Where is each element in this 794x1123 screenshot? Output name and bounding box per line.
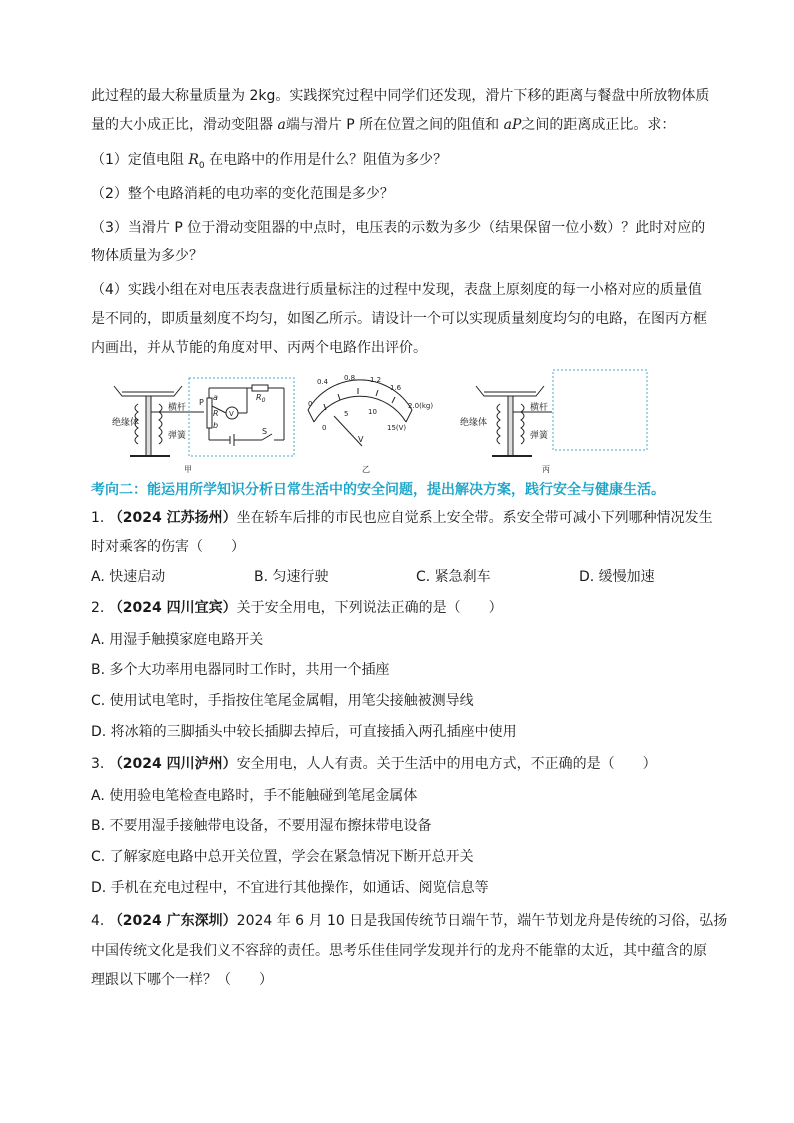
scale-apparatus-bing (476, 386, 552, 456)
scale-top-end: 2.0(kg) (408, 402, 434, 410)
scale-top-0: 0.4 (317, 378, 329, 386)
label-yi: 乙 (362, 465, 370, 474)
item-1-option-b: B. 匀速行驶 (254, 569, 329, 585)
circuit-figure (112, 368, 672, 476)
label-a: a (213, 393, 218, 402)
scale-bottom-0: 0 (322, 424, 327, 432)
spring-label: 弹簧 (168, 431, 187, 441)
scale-bottom-1: 5 (344, 410, 349, 418)
scale-bottom-2: 10 (368, 408, 377, 416)
label-R0: $R_0$ (256, 393, 266, 404)
circuit-box-jia (189, 378, 294, 456)
scale-top-zero: 0 (308, 400, 313, 408)
label-P: P (199, 398, 204, 407)
scale-top-1: 0.8 (344, 374, 356, 382)
item-4-stem-line-2: 中国传统文化是我们义不容辞的责任。思考乐佳佳同学发现并行的龙舟不能靠的太近，其中蕴含的原 (91, 943, 707, 959)
item-2-option-d: D. 将冰箱的三脚插头中较长插脚去掉后，可直接插入两孔插座中使用 (91, 724, 517, 740)
insulator-label-bing: 绝缘体 (460, 418, 488, 428)
question-3-line-2: 物体质量为多少？ (91, 248, 203, 264)
item-3-option-c: C. 了解家庭电路中总开关位置，学会在紧急情况下断开总开关 (91, 849, 474, 865)
item-1-stem-line-2: 时对乘客的伤害（ ） (91, 539, 245, 555)
item-3-stem: 3. （2024 四川泸州）安全用电，人人有责。关于生活中的用电方式，不正确的是（ ） (91, 756, 657, 772)
intro-line-1: 此过程的最大称量质量为 2kg。实践探究过程中同学们还发现，滑片下移的距离与餐盘中所放物体质 (91, 88, 710, 104)
question-2: （2）整个电路消耗的电功率的变化范围是多少？ (91, 186, 394, 202)
item-2-stem: 2. （2024 四川宜宾）关于安全用电，下列说法正确的是（ ） (91, 600, 503, 616)
question-4-line-2: 是不同的，即质量刻度不均匀，如图乙所示。请设计一个可以实现质量刻度均匀的电路，在图丙方框 (91, 311, 707, 327)
label-jia: 甲 (184, 465, 192, 474)
label-S: S (262, 427, 268, 436)
question-4-line-1: （4）实践小组在对电压表表盘进行质量标注的过程中发现，表盘上原刻度的每一小格对应的质量值 (91, 282, 702, 298)
item-3-option-a: A. 使用验电笔检查电路时，手不能触碰到笔尾金属体 (91, 788, 418, 804)
label-bing: 丙 (542, 465, 550, 474)
question-3-line-1: （3）当滑片 P 位于滑动变阻器的中点时，电压表的示数为多少（结果保留一位小数）？此时对应的 (91, 220, 706, 236)
section-heading: 考向二：能运用所学知识分析日常生活中的安全问题，提出解决方案，践行安全与健康生活。 (91, 482, 665, 498)
question-4-line-3: 内画出，并从节能的角度对甲、丙两个电路作出评价。 (91, 340, 427, 356)
scale-bottom-3: 15(V) (387, 424, 407, 432)
item-1-stem-line-1: 1. （2024 江苏扬州）坐在轿车后排的市民也应自觉系上安全带。系安全带可减小下列哪种情况发生 (91, 510, 713, 526)
item-4-stem-line-1: 4. （2024 广东深圳）2024 年 6 月 10 日是我国传统节日端午节，端午节划龙舟是传统的习俗，弘扬 (91, 913, 728, 929)
spring-label-bing: 弹簧 (530, 431, 549, 441)
question-1: （1）定值电阻 $R_0$ 在电路中的作用是什么？阻值为多少？ (91, 152, 448, 171)
meter-V-label: V (358, 435, 364, 444)
intro-line-2: 量的大小成正比，滑动变阻器 a端与滑片 P 所在位置之间的阻值和 aP之间的距离成正比。求： (91, 117, 676, 133)
label-b: b (213, 421, 219, 430)
item-2-option-a: A. 用湿手触摸家庭电路开关 (91, 632, 264, 648)
lever-label: 横杆 (168, 403, 187, 413)
item-3-option-d: D. 手机在充电过程中，不宜进行其他操作，如通话、阅览信息等 (91, 880, 489, 896)
item-1-option-a: A. 快速启动 (91, 569, 166, 585)
item-4-stem-line-3: 理跟以下哪个一样？（ ） (91, 972, 273, 988)
lever-label-bing: 横杆 (530, 403, 549, 413)
voltmeter-V: V (229, 410, 234, 418)
item-1-option-d: D. 缓慢加速 (579, 569, 655, 585)
item-3-option-b: B. 不要用湿手接触带电设备，不要用湿布擦抹带电设备 (91, 818, 432, 834)
scale-top-2: 1.2 (370, 376, 382, 384)
scale-top-3: 1.6 (390, 384, 402, 392)
circuit-box-bing (553, 370, 647, 450)
insulator-label: 绝缘体 (112, 418, 140, 428)
item-2-option-b: B. 多个大功率用电器同时工作时，共用一个插座 (91, 662, 390, 678)
item-1-option-c: C. 紧急刹车 (416, 569, 491, 585)
item-2-option-c: C. 使用试电笔时，手指按住笔尾金属帽，用笔尖接触被测导线 (91, 693, 474, 709)
label-R: R (213, 409, 219, 418)
